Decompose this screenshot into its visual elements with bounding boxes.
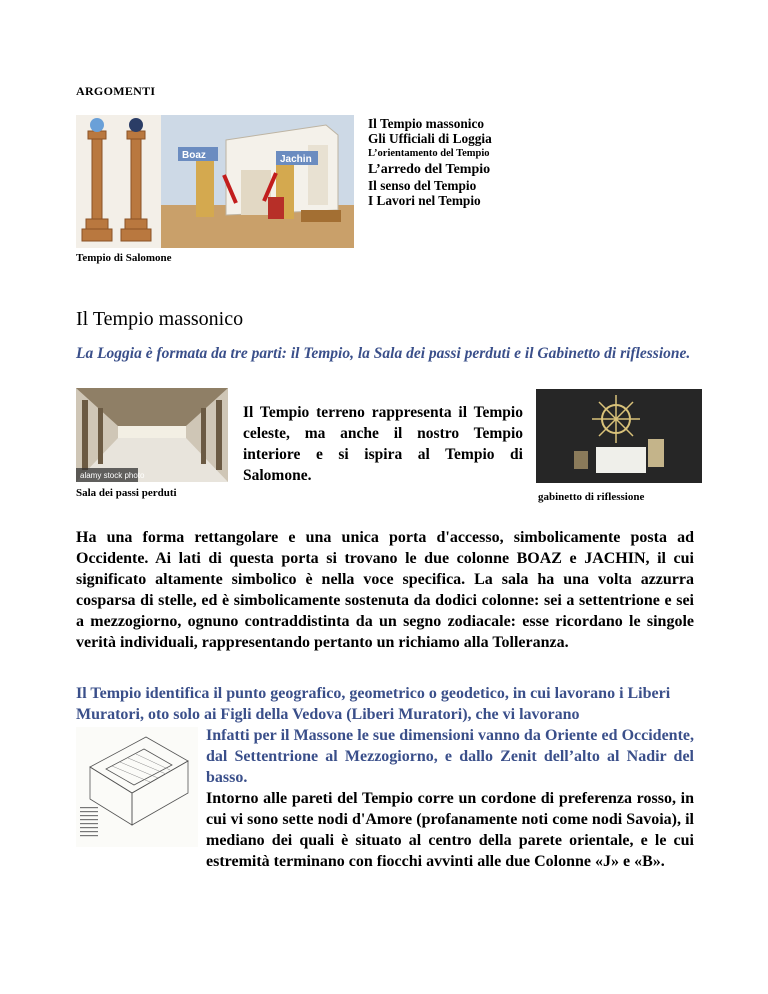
blue-paragraph-continuation: Infatti per il Massone le sue dimensioni vanno da Oriente ed Occidente, dal Settentrione al Mezzogiorno, e dallo Zenit dell’alto al Nadir del basso. bbox=[206, 727, 694, 786]
boaz-label: Boaz bbox=[182, 150, 206, 161]
main-paragraph: Ha una forma rettangolare e una unica porta d'accesso, simbolicamente posta ad Occidente. Ai lati di questa porta si trovano le due colonne BOAZ e JACHIN, il cui significato altamente simbolico è nella voce specifica. La sala ha una volta azzurra cosparsa di stelle, ed è simbolicamente sostenuta da dodici colonne: sei a settentrione e sei a mezzogiorno, ognuno contraddistinta da un segno zodiacale: esse ricordano le singole verità individuali, rappresentando pertanto un richiamo alla Tolleranza. bbox=[76, 529, 694, 651]
section-title: Il Tempio massonico bbox=[76, 308, 244, 330]
hall-image-caption: Sala dei passi perduti bbox=[76, 487, 177, 499]
jachin-label: Jachin bbox=[280, 154, 312, 165]
chamber-image-caption: gabinetto di riflessione bbox=[538, 491, 645, 503]
topic-item[interactable]: L’arredo del Tempio bbox=[368, 162, 491, 177]
temple-image-caption: Tempio di Salomone bbox=[76, 252, 172, 264]
topic-item[interactable]: Il senso del Tempio bbox=[368, 178, 477, 193]
reflection-chamber-image bbox=[536, 389, 702, 483]
temple-plan-drawing bbox=[76, 727, 198, 847]
blue-paragraph-line: Il Tempio identifica il punto geografico, geometrico o geodetico, in cui lavorano i Liberi Muratori, oto solo ai Figli della Vedova (Liberi Muratori), che vi lavorano bbox=[76, 685, 671, 723]
hall-of-lost-steps-image bbox=[76, 388, 228, 482]
topic-item[interactable]: Il Tempio massonico bbox=[368, 116, 485, 131]
topic-item[interactable]: Gli Ufficiali di Loggia bbox=[368, 131, 492, 146]
final-paragraph: Intorno alle pareti del Tempio corre un cordone di preferenza rosso, in cui vi sono sette nodi d'Amore (profanamente noti come nodi Savoia), il mediano dei quali è situato al centro della parete orientale, e le cui estremità terminano con fiocchi avvinti alle due Colonne «J» e «B». bbox=[206, 790, 694, 870]
temple-of-solomon-image bbox=[76, 115, 354, 248]
topics-list bbox=[368, 116, 492, 208]
stock-watermark: alamy stock photo bbox=[80, 471, 145, 480]
tempio-paragraph: Il Tempio terreno rappresenta il Tempio celeste, ma anche il nostro Tempio interiore e si ispira al Tempio di Salomone. bbox=[243, 404, 523, 484]
section-intro: La Loggia è formata da tre parti: il Tempio, la Sala dei passi perduti e il Gabinetto di riflessione. bbox=[76, 345, 691, 362]
topic-item[interactable]: I Lavori nel Tempio bbox=[368, 193, 481, 208]
section-label: ARGOMENTI bbox=[76, 84, 156, 98]
topic-item[interactable]: L’orientamento del Tempio bbox=[368, 148, 490, 159]
